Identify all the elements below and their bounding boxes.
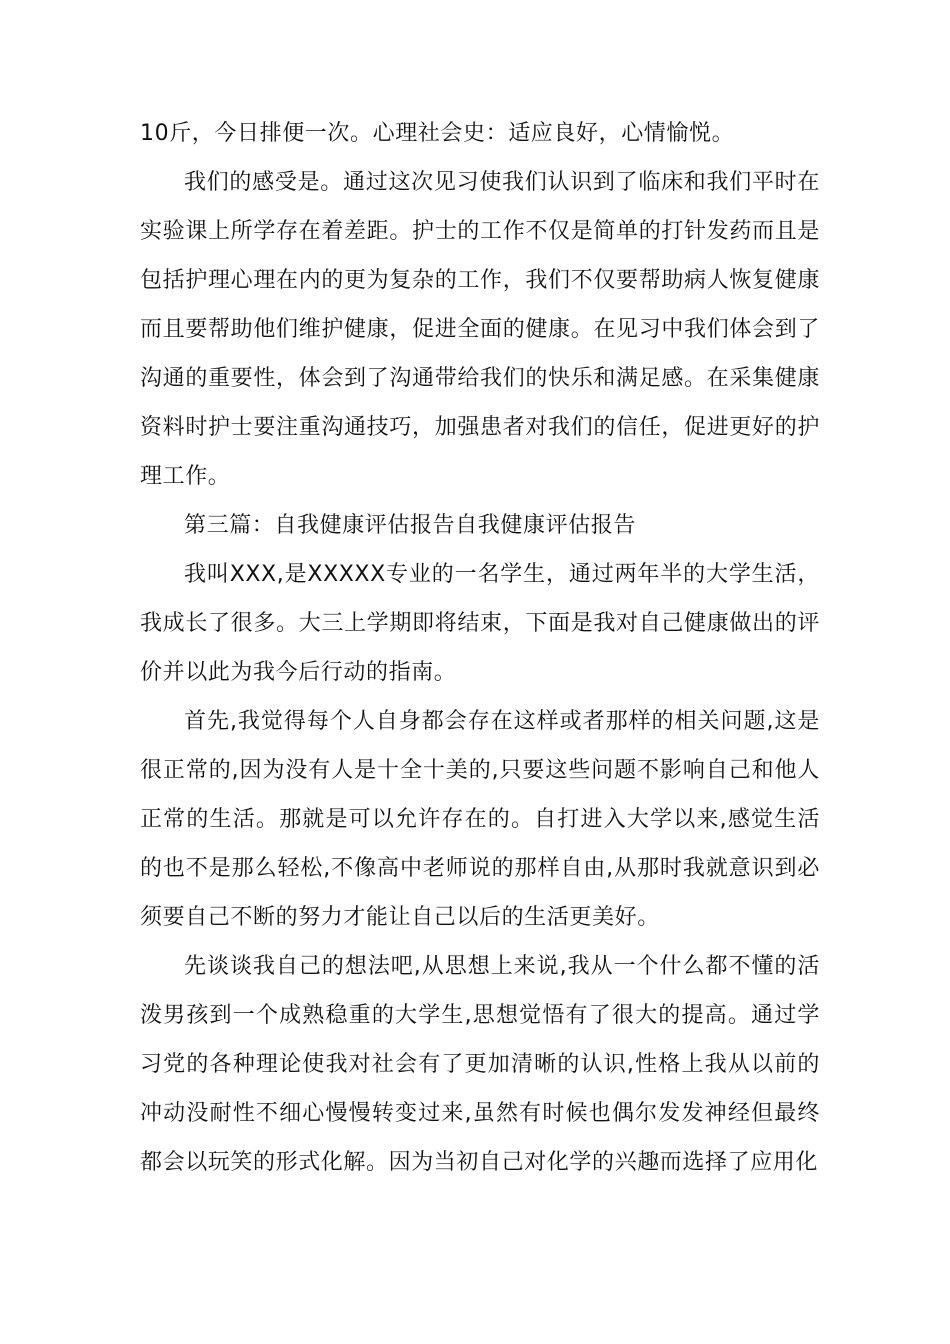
paragraph-feelings: 我们的感受是。通过这次见习使我们认识到了临床和我们平时在实验课上所学存在着差距。护士的工作不仅是简单的打针发药而且是包括护理心理在内的更为复杂的工作，我们不仅要帮助病人恢复健康而且要帮助他们维护健康，促进全面的健康。在见习中我们体会到了沟通的重要性，体会到了沟通带给我们的快乐和满足感。在采集健康资料时护士要注重沟通技巧，加强患者对我们的信任，促进更好的护理工作。: [140, 170, 820, 489]
paragraph-introduction: 我叫XXX,是XXXXX专业的一名学生，通过两年半的大学生活，我成长了很多。大三上学期即将结束，下面是我对自己健康做出的评价并以此为我今后行动的指南。: [140, 562, 820, 685]
paragraph-thoughts: 先谈谈我自己的想法吧,从思想上来说,我从一个什么都不懂的活泼男孩到一个成熟稳重的大学生,思想觉悟有了很大的提高。通过学习党的各种理论使我对社会有了更加清晰的认识,性格上我从以前的冲动没耐性不细心慢慢转变过来,虽然有时候也偶尔发发神经但最终都会以玩笑的形式化解。因为当初自己对化学的兴趣而选择了应用化: [140, 954, 820, 1175]
document-body: [140, 109, 820, 1187]
paragraph-continuation: 10斤，今日排便一次。心理社会史：适应良好，心情愉悦。: [140, 121, 735, 146]
paragraph-first-point: 首先,我觉得每个人自身都会存在这样或者那样的相关问题,这是很正常的,因为没有人是十全十美的,只要这些问题不影响自己和他人正常的生活。那就是可以允许存在的。自打进入大学以来,感觉生活的也不是那么轻松,不像高中老师说的那样自由,从那时我就意识到必须要自己不断的努力才能让自己以后的生活更美好。: [140, 709, 820, 930]
section-heading: 第三篇：自我健康评估报告自我健康评估报告: [184, 513, 637, 538]
